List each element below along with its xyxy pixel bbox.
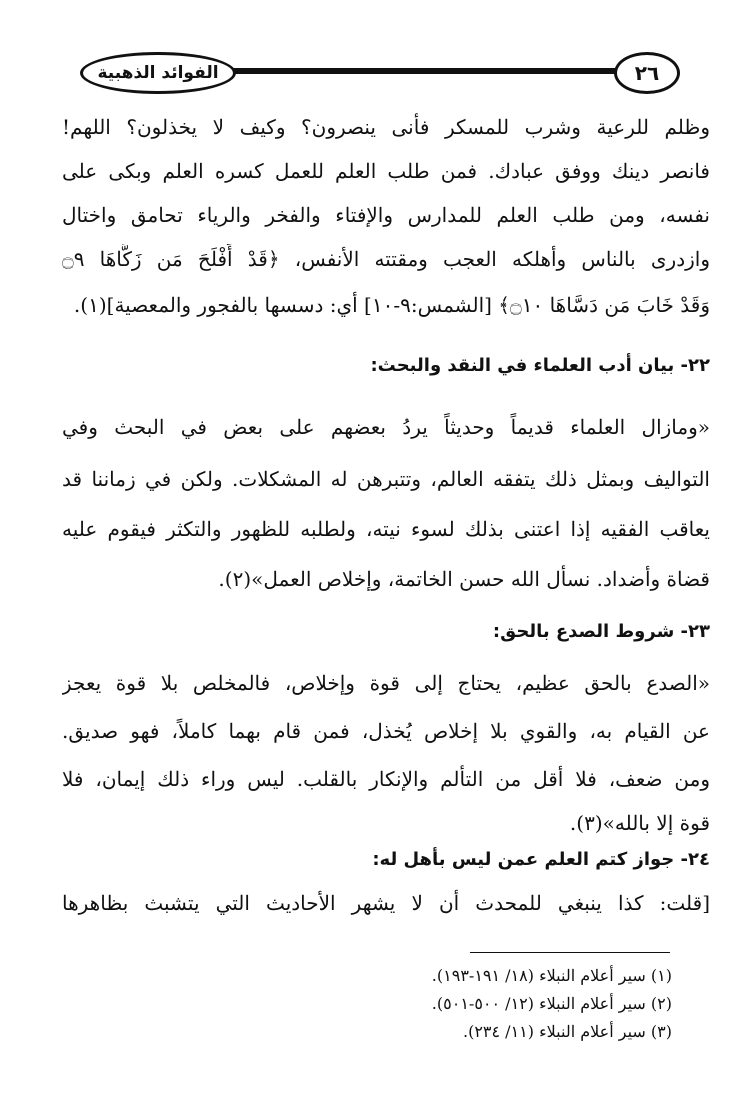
footnote-separator <box>470 952 670 953</box>
text-line: قوة إلا بالله»(٣). <box>569 811 710 835</box>
footnote: (١) سير أعلام النبلاء (١٨/ ١٩١-١٩٣). <box>431 966 672 985</box>
text-line: وَقَدْ خَابَ مَن دَسَّاهَا ۝١٠﴾ [الشمس:٩-١٠] أي: دسسها بالفجور والمعصية](١). <box>73 293 710 317</box>
text-line: [قلت: كذا ينبغي للمحدث أن لا يشهر الأحاديث التي يتشبث بظاهرها <box>62 891 710 915</box>
page-number: ٢٦ <box>614 52 680 94</box>
section-heading: ٢٤- جواز كتم العلم عمن ليس بأهل له: <box>372 849 710 870</box>
footnotes <box>62 962 672 1046</box>
book-title: الفوائد الذهبية <box>80 52 236 94</box>
footnote: (٢) سير أعلام النبلاء (١٢/ ٥٠٠-٥٠١). <box>431 994 672 1013</box>
text-line: ومن ضعف، فلا أقل من التألم والإنكار بالقلب. ليس وراء ذلك إيمان، فلا <box>62 767 710 791</box>
text-line: قضاة وأضداد. نسأل الله حسن الخاتمة، وإخلاص العمل»(٢). <box>218 567 710 591</box>
text-line: وازدرى بالناس وأهلكه العجب ومقتته الأنفس، ﴿قَدْ أَفْلَحَ مَن زَكَّاهَا ۝٩ <box>62 247 710 271</box>
text-line: نفسه، ومن طلب العلم للمدارس والإفتاء والفخر والرياء تحامق واختال <box>62 203 710 227</box>
text-line: يعاقب الفقيه إذا اعتنى بذلك لسوء نيته، ولطلبه للظهور والتكثر فيقوم عليه <box>62 517 710 541</box>
text-line: فانصر دينك ووفق عبادك. فمن طلب العلم للعمل كسره العلم وبكى على <box>62 159 710 183</box>
text-line: وظلم للرعية وشرب للمسكر فأنى ينصرون؟ وكيف لا يخذلون؟ اللهم! <box>62 115 710 139</box>
text-line: التواليف وبمثل ذلك يتفقه العالم، وتتبرهن له المشكلات. ولكن في زماننا قد <box>62 467 710 491</box>
text-line: «الصدع بالحق عظيم، يحتاج إلى قوة وإخلاص، فالمخلص بلا قوة يعجز <box>62 671 710 695</box>
section-heading: ٢٣- شروط الصدع بالحق: <box>492 621 710 642</box>
text-line: «ومازال العلماء قديماً وحديثاً يردُ بعضهم على بعض في البحث وفي <box>62 415 710 439</box>
text-line: عن القيام به، والقوي بلا إخلاص يُخذل، فمن قام بهما كاملاً، فهو صديق. <box>62 719 710 743</box>
header-rule <box>220 68 630 74</box>
section-heading: ٢٢- بيان أدب العلماء في النقد والبحث: <box>370 355 710 376</box>
page-header <box>70 50 690 98</box>
footnote: (٣) سير أعلام النبلاء (١١/ ٢٣٤). <box>462 1022 672 1041</box>
